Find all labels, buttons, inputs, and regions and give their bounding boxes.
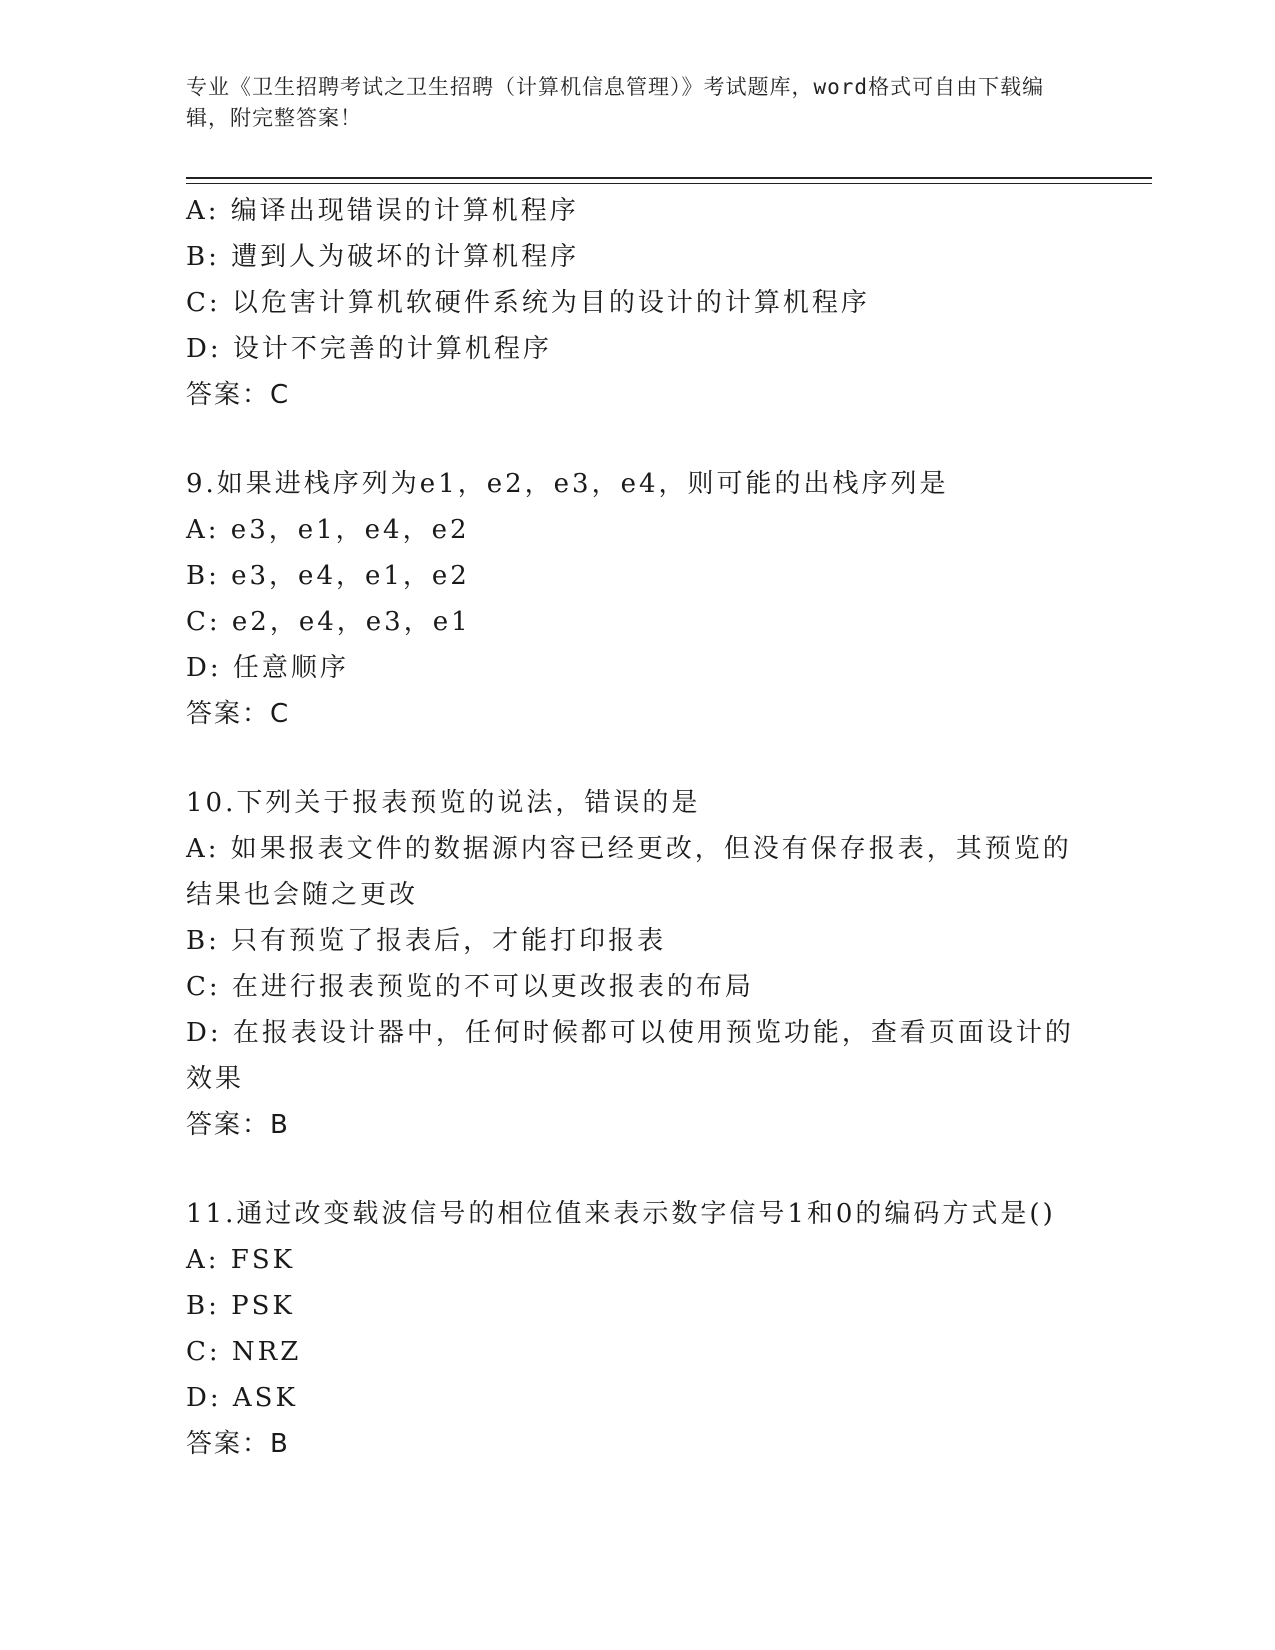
- answer: 答案：B: [186, 1429, 290, 1459]
- spacer: [186, 418, 1086, 461]
- option-d: D: 任意顺序: [186, 653, 349, 683]
- question-10: [186, 780, 1086, 1148]
- answer: 答案：C: [186, 699, 291, 729]
- header-divider-thin: [186, 183, 1152, 184]
- document-header: 专业《卫生招聘考试之卫生招聘（计算机信息管理）》考试题库，word格式可自由下载编辑，附完整答案！: [186, 75, 1045, 130]
- question-text: 11.通过改变载波信号的相位值来表示数字信号1和0的编码方式是(): [186, 1199, 1056, 1229]
- question-text: 9.如果进栈序列为e1，e2，e3，e4，则可能的出栈序列是: [186, 469, 949, 499]
- option-a: A: FSK: [186, 1245, 296, 1275]
- option-b: B: 遭到人为破坏的计算机程序: [186, 242, 580, 272]
- option-b: B: PSK: [186, 1291, 295, 1321]
- question-9: [186, 461, 1086, 737]
- option-d: D: 设计不完善的计算机程序: [186, 334, 552, 364]
- question-list: [186, 188, 1086, 1467]
- answer: 答案：C: [186, 380, 291, 410]
- spacer: [186, 1148, 1086, 1191]
- spacer: [186, 737, 1086, 780]
- option-c: C: NRZ: [186, 1337, 302, 1367]
- option-b: B: 只有预览了报表后，才能打印报表: [186, 926, 667, 956]
- option-d: D: ASK: [186, 1383, 298, 1413]
- header-divider-thick: [186, 177, 1152, 179]
- question-text: 10.下列关于报表预览的说法，错误的是: [186, 788, 701, 818]
- question-8: [186, 188, 1086, 418]
- option-c: C: 在进行报表预览的不可以更改报表的布局: [186, 972, 754, 1002]
- option-a: A: 编译出现错误的计算机程序: [186, 196, 579, 226]
- option-c: C: e2，e4，e3，e1: [186, 607, 471, 637]
- option-c: C: 以危害计算机软硬件系统为目的设计的计算机程序: [186, 288, 870, 318]
- option-b: B: e3，e4，e1，e2: [186, 561, 470, 591]
- answer: 答案：B: [186, 1110, 290, 1140]
- question-11: [186, 1191, 1086, 1467]
- option-d: D: 在报表设计器中，任何时候都可以使用预览功能，查看页面设计的效果: [186, 1018, 1074, 1094]
- option-a: A: e3，e1，e4，e2: [186, 515, 470, 545]
- option-a: A: 如果报表文件的数据源内容已经更改，但没有保存报表，其预览的结果也会随之更改: [186, 834, 1072, 910]
